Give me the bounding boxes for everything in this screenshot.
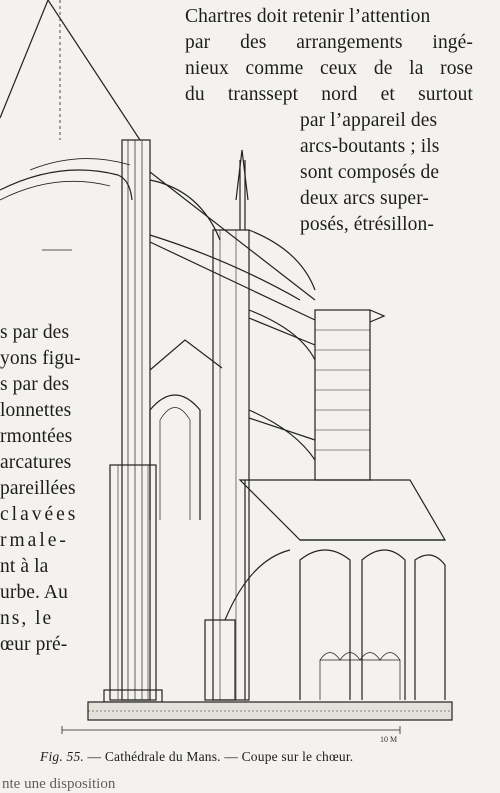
text-line: nt à la <box>0 556 49 577</box>
text-line: œur pré- <box>0 634 68 655</box>
text-line: posés, étrésillon- <box>300 214 434 235</box>
text-line: ns, le <box>0 608 54 629</box>
text-line: rmale- <box>0 530 69 551</box>
caption-dash: — <box>83 749 105 764</box>
text-line: arcs-boutants ; ils <box>300 136 440 157</box>
high-vault <box>0 159 132 200</box>
text-line: s par des <box>0 374 70 395</box>
text-line: Chartres doit retenir l’attention <box>185 6 431 27</box>
text-line: sont composés de <box>300 162 440 183</box>
text-line: par l’appareil des <box>300 110 438 131</box>
text-line: pareillées <box>0 478 76 499</box>
bottom-text-fragment: nte une disposition <box>2 776 116 792</box>
figure-caption <box>40 749 353 765</box>
caption-label: Fig. 55. <box>40 749 84 764</box>
text-line: urbe. Au <box>0 582 68 603</box>
roof-gable <box>0 0 140 250</box>
text-line: s par des <box>0 322 70 343</box>
ground-and-scale <box>62 702 452 734</box>
caption-rest: — Coupe sur le chœur. <box>220 749 354 764</box>
intermediate-pier <box>205 150 249 700</box>
scale-label: 10 M <box>380 735 398 744</box>
aisle-roof <box>240 480 445 540</box>
text-line: lonnettes <box>0 400 72 421</box>
text-line: clavées <box>0 504 79 525</box>
text-line: nieux comme ceux de la rose <box>185 58 473 79</box>
flying-buttresses <box>150 172 315 460</box>
text-line: rmontées <box>0 426 73 447</box>
text-line: du transsept nord et surtout <box>185 84 473 105</box>
outer-buttress <box>315 310 384 480</box>
text-line: arcatures <box>0 452 72 473</box>
text-line: par des arrangements ingé- <box>185 32 473 53</box>
text-line: yons figu- <box>0 348 81 369</box>
text-line: deux arcs super- <box>300 188 429 209</box>
main-pier <box>104 140 162 702</box>
triforium <box>150 340 222 520</box>
aisle-arcades <box>225 480 445 700</box>
caption-title: Cathédrale du Mans. <box>104 749 221 764</box>
